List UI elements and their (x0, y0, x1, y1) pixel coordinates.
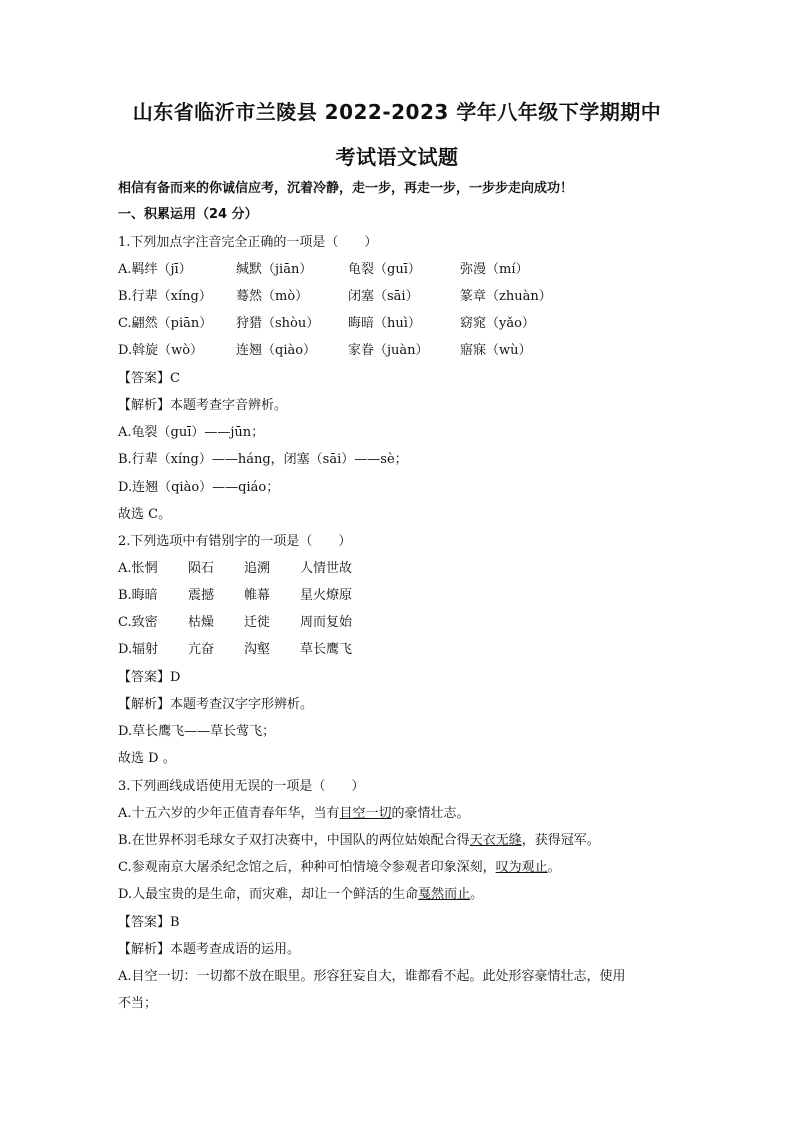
question-3-answer: 【答案】B (118, 915, 180, 930)
option-term: 家眷（juàn） (348, 343, 429, 358)
option-term: 弥漫（mí） (460, 262, 529, 277)
option-term: A.怅惘 (118, 561, 158, 576)
option-term: 缄默（jiān） (236, 262, 313, 277)
analysis-line: B.行辈（xíng）——háng，闭塞（sāi）——sè； (118, 452, 408, 467)
question-2-answer: 【答案】D (118, 670, 181, 685)
option-term: A.羁绊（jī） (118, 262, 192, 277)
analysis-line: D.连翘（qiào）——qiáo； (118, 480, 280, 495)
title-line-2: 考试语文试题 (335, 145, 459, 169)
question-3-analysis: 【解析】本题考查成语的运用。 (118, 942, 301, 957)
option-text: ，获得冠军。 (521, 833, 600, 848)
option-term: 帷幕 (244, 588, 271, 603)
option-text: 的豪情壮志。 (391, 806, 470, 821)
question-1-stem: 1.下列加点字注音完全正确的一项是（ ） (118, 235, 378, 250)
option-term: 狩猎（shòu） (236, 316, 320, 331)
question-2-option-b (118, 587, 352, 605)
option-text: 。 (470, 887, 484, 902)
analysis-line: A.目空一切：一切都不放在眼里。形容狂妄自大，谁都看不起。此处形容豪情壮志，使用 (118, 969, 626, 984)
option-term: 闭塞（sāi） (348, 289, 419, 304)
option-term: 连翘（qiào） (236, 343, 317, 358)
option-text: A.十五六岁的少年正值青春年华，当有 (118, 806, 340, 821)
option-term: 迁徙 (244, 615, 271, 630)
option-term: 蓦然（mò） (236, 289, 309, 304)
question-1-option-a (118, 261, 529, 279)
question-3-option-c (118, 859, 561, 877)
title-line-1: 山东省临沂市兰陵县 2022-2023 学年八年级下学期期中 (132, 100, 662, 124)
analysis-line: A.龟裂（guī）——jūn； (118, 425, 265, 440)
option-text: B.在世界杯羽毛球女子双打决赛中，中国队的两位姑娘配合得 (118, 833, 470, 848)
question-1-answer: 【答案】C (118, 371, 180, 386)
option-term: 篆章（zhuàn） (460, 289, 552, 304)
option-term: C.翩然（piān） (118, 316, 213, 331)
option-term: 周而复始 (300, 615, 353, 630)
option-term: 星火燎原 (300, 588, 353, 603)
question-2-option-d (118, 641, 352, 659)
question-1-option-b (118, 288, 552, 306)
option-term: D.斡旋（wò） (118, 343, 204, 358)
option-term: 追溯 (244, 561, 271, 576)
question-3-option-a (118, 805, 470, 823)
underlined-idiom: 叹为观止 (495, 860, 548, 875)
question-3-option-d (118, 886, 483, 904)
option-term: 亢奋 (188, 642, 215, 657)
analysis-line: 故选 C。 (118, 507, 172, 522)
option-term: 晦暗（huì） (348, 316, 421, 331)
question-3-stem: 3.下列画线成语使用无误的一项是（ ） (118, 779, 365, 794)
option-term: 人情世故 (300, 561, 353, 576)
option-term: C.致密 (118, 615, 158, 630)
underlined-idiom: 戛然而止 (418, 887, 471, 902)
option-term: 枯燥 (188, 615, 215, 630)
option-term: 沟壑 (244, 642, 271, 657)
question-2-option-c (118, 614, 352, 632)
option-term: D.辐射 (118, 642, 159, 657)
option-term: 寤寐（wù） (460, 343, 532, 358)
analysis-line: D.草长鹰飞——草长莺飞； (118, 724, 276, 739)
option-term: B.行辈（xíng） (118, 289, 212, 304)
analysis-line: 不当； (118, 996, 158, 1011)
option-term: 窈窕（yǎo） (460, 316, 535, 331)
question-1-option-d (118, 342, 532, 360)
question-2-stem: 2.下列选项中有错别字的一项是（ ） (118, 534, 352, 549)
analysis-line: 故选 D 。 (118, 751, 176, 766)
question-2-option-a (118, 560, 352, 578)
option-text: 。 (547, 860, 561, 875)
option-term: 震撼 (188, 588, 215, 603)
question-2-analysis: 【解析】本题考查汉字字形辨析。 (118, 697, 314, 712)
question-1-option-c (118, 315, 535, 333)
question-3-option-b (118, 832, 600, 850)
underlined-idiom: 天衣无缝 (469, 833, 522, 848)
option-term: 草长鹰飞 (300, 642, 353, 657)
motto: 相信有备而来的你诚信应考，沉着冷静，走一步，再走一步，一步步走向成功！ (118, 181, 574, 196)
option-text: D.人最宝贵的是生命，而灾难，却让一个鲜活的生命 (118, 887, 419, 902)
option-term: 龟裂（guī） (348, 262, 421, 277)
question-1-analysis: 【解析】本题考查字音辨析。 (118, 398, 288, 413)
option-term: 陨石 (188, 561, 215, 576)
section-heading: 一、积累运用（24 分） (118, 207, 258, 222)
option-text: C.参观南京大屠杀纪念馆之后，种种可怕情境令参观者印象深刻， (118, 860, 496, 875)
underlined-idiom: 目空一切 (339, 806, 392, 821)
option-term: B.晦暗 (118, 588, 158, 603)
